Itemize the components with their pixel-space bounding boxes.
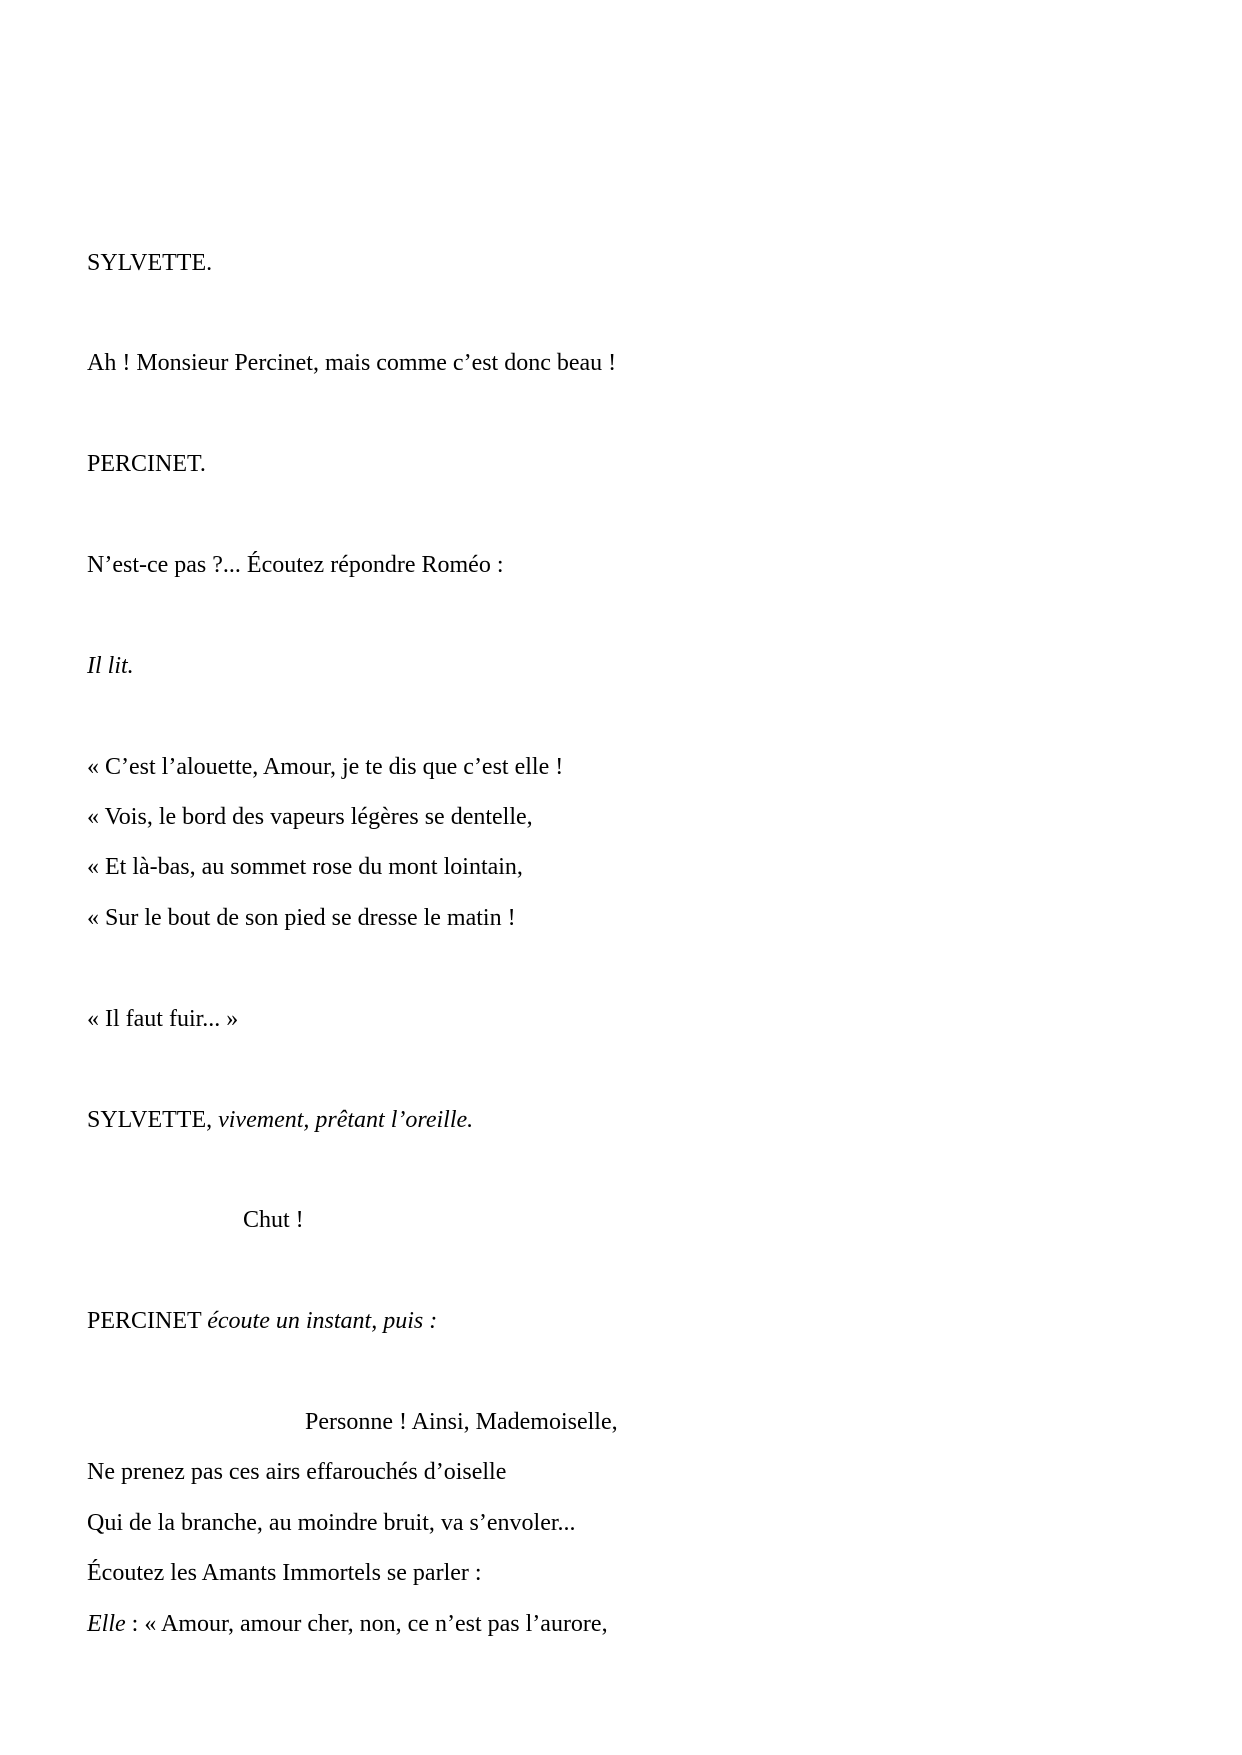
verse-line: Personne ! Ainsi, Mademoiselle, — [305, 1409, 618, 1435]
dialogue-line: N’est-ce pas ?... Écoutez répondre Roméo : — [87, 552, 504, 578]
verse-speaker: Elle — [87, 1611, 126, 1637]
verse-line: « Vois, le bord des vapeurs légères se dentelle, — [87, 804, 533, 830]
stage-direction: écoute un instant, puis : — [207, 1308, 438, 1334]
dialogue-line: Chut ! — [243, 1207, 304, 1233]
speaker-percinet: PERCINET — [87, 1308, 202, 1334]
stage-direction: Il lit. — [87, 653, 134, 679]
dialogue-line: Ah ! Monsieur Percinet, mais comme c’est donc beau ! — [87, 350, 617, 376]
verse-line — [87, 1609, 608, 1639]
verse-line: Écoutez les Amants Immortels se parler : — [87, 1560, 482, 1586]
speaker-sylvette: SYLVETTE, — [87, 1107, 213, 1133]
verse-line: « Il faut fuir... » — [87, 1006, 239, 1032]
verse-text: : « Amour, amour cher, non, ce n’est pas l’aurore, — [125, 1611, 608, 1637]
verse-line: Ne prenez pas ces airs effarouchés d’oiselle — [87, 1459, 507, 1485]
verse-line: « Et là-bas, au sommet rose du mont lointain, — [87, 854, 523, 880]
stage-direction: vivement, prêtant l’oreille. — [218, 1107, 474, 1133]
verse-line: « Sur le bout de son pied se dresse le matin ! — [87, 905, 516, 931]
speaker-with-direction — [87, 1105, 473, 1135]
verse-line: « C’est l’alouette, Amour, je te dis que c’est elle ! — [87, 754, 564, 780]
verse-line: Qui de la branche, au moindre bruit, va s’envoler... — [87, 1510, 576, 1536]
speaker-percinet: PERCINET. — [87, 451, 206, 477]
speaker-with-direction — [87, 1306, 437, 1336]
speaker-sylvette: SYLVETTE. — [87, 250, 213, 276]
